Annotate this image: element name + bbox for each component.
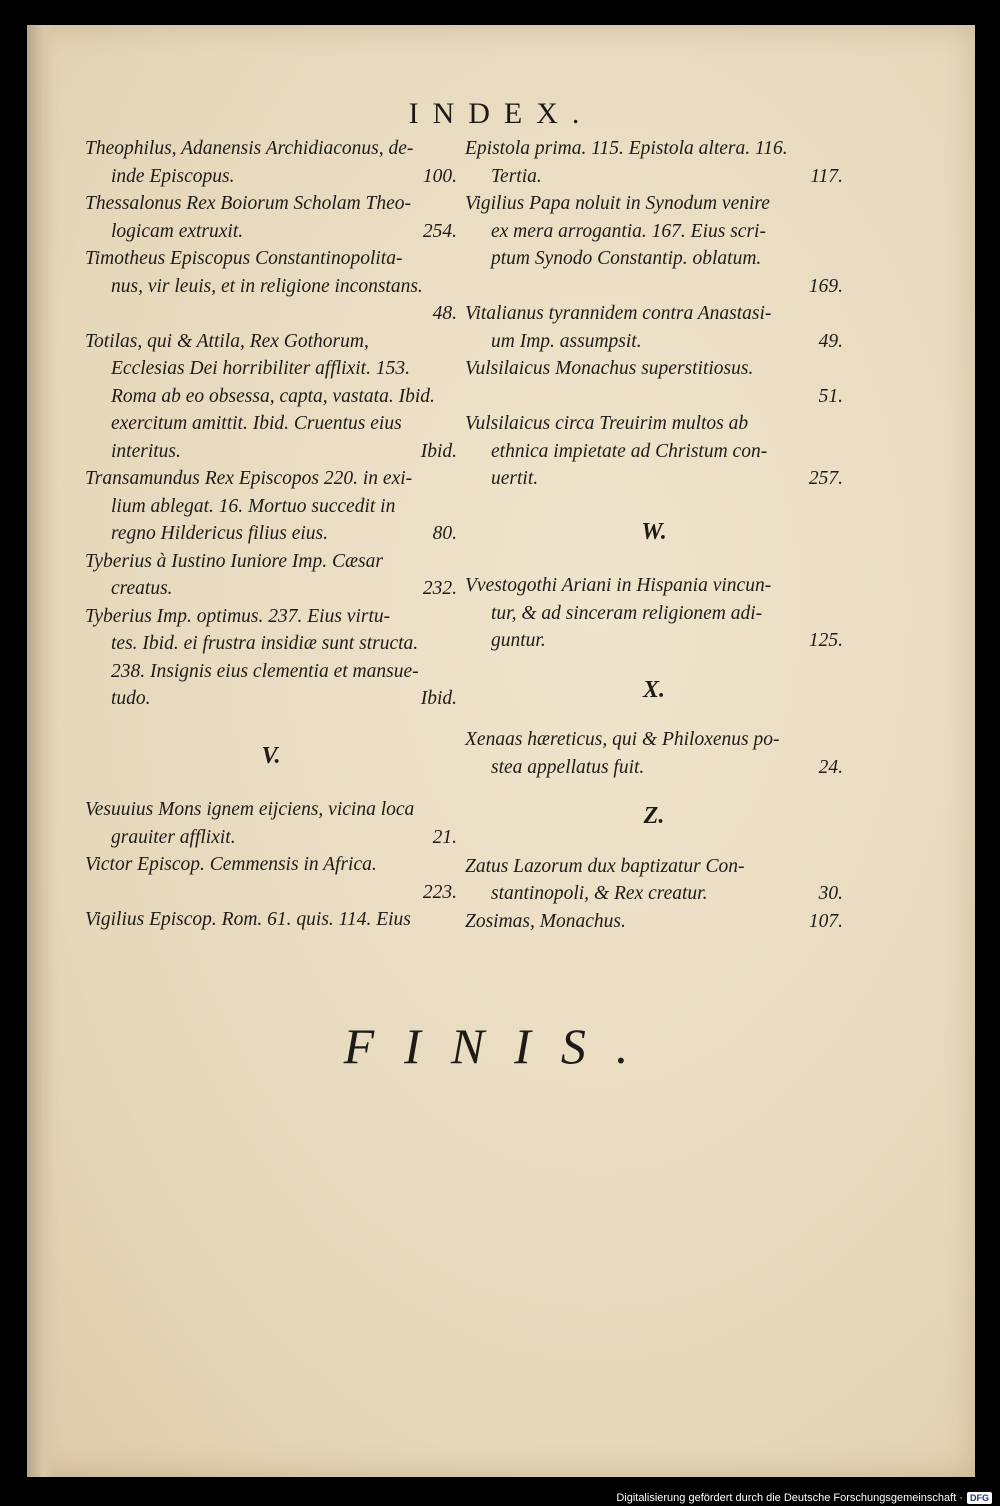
index-entry xyxy=(85,190,457,245)
book-page xyxy=(27,25,975,1477)
index-entry xyxy=(465,355,843,410)
entry-line: exercitum amittit. Ibid. Cruentus eius xyxy=(111,413,402,434)
entry-line: Vesuuius Mons ignem eijciens, vicina loca xyxy=(85,799,415,820)
entry-page-ref: 48. xyxy=(432,303,457,324)
entry-page-ref: 49. xyxy=(818,330,843,352)
entry-page-ref: 257. xyxy=(808,468,843,489)
entry-line: stea appellatus fuit. 24. xyxy=(465,754,843,782)
index-entry xyxy=(465,572,843,655)
index-entry xyxy=(85,245,457,328)
entry-line: Vigilius Episcop. Rom. 61. quis. 114. Eius xyxy=(85,909,411,930)
index-entry xyxy=(85,135,457,190)
entry-line: inde Episcopus. 100. xyxy=(85,163,457,191)
index-entry xyxy=(465,190,843,300)
index-entry xyxy=(465,410,843,493)
section-heading-x: X. xyxy=(642,676,665,703)
entry-line: Timotheus Episcopus Constantinopolita- xyxy=(85,248,403,269)
entry-line: Transamundus Rex Episcopos 220. in exi- xyxy=(85,468,413,489)
dfg-logo: DFG xyxy=(967,1492,992,1504)
entry-line: Vitalianus tyrannidem contra Anastasi- xyxy=(465,303,772,324)
page-gutter xyxy=(27,25,55,1477)
entry-line: guntur. 125. xyxy=(465,627,843,655)
entry-line: logicam extruxit. 254. xyxy=(85,218,457,246)
entry-line: Vulsilaicus Monachus superstitiosus. xyxy=(465,358,754,379)
entry-line: Vulsilaicus circa Treuirim multos ab xyxy=(465,413,749,434)
left-entries-v xyxy=(85,796,457,934)
entry-page-ref: 80. xyxy=(432,523,457,544)
index-entry xyxy=(85,906,457,934)
entry-line: Zatus Lazorum dux baptizatur Con- xyxy=(465,855,745,877)
right-entries-w xyxy=(465,572,843,655)
index-entry xyxy=(465,135,843,190)
entry-line: nus, vir leuis, et in religione inconstans. xyxy=(111,275,423,297)
entry-line: tes. Ibid. ei frustra insidiæ sunt structa. xyxy=(111,633,419,654)
section-heading-z: Z. xyxy=(643,803,665,829)
entry-line: Vigilius Papa noluit in Synodum venire xyxy=(465,193,770,214)
entry-line: Xenaas hæreticus, qui & Philoxenus po- xyxy=(465,729,780,750)
entry-line: regno Hildericus filius eius. 80. xyxy=(85,520,457,548)
right-column xyxy=(465,135,843,935)
entry-line: Tertia. 117. xyxy=(465,163,843,191)
entry-line: lium ablegat. 16. Mortuo succedit in xyxy=(111,495,396,517)
entry-line: 238. Insignis eius clementia et mansue- xyxy=(111,660,419,682)
entry-line: um Imp. assumpsit. 49. xyxy=(465,328,843,356)
entry-line: ethnica impietate ad Christum con- xyxy=(491,440,768,462)
index-entry xyxy=(85,548,457,603)
entry-page-ref: 223. xyxy=(422,881,457,903)
index-entry xyxy=(85,465,457,548)
right-entries-x xyxy=(465,726,843,781)
page-header: INDEX. xyxy=(408,97,594,130)
entry-line: uertit. 257. xyxy=(465,465,843,493)
entry-page-ref: 117. xyxy=(810,165,843,187)
entry-page-ref: 125. xyxy=(808,630,843,651)
entry-page-ref: 24. xyxy=(818,756,843,778)
finis-text: FINIS. xyxy=(343,1018,659,1074)
entry-line: creatus. 232. xyxy=(85,575,457,603)
right-entries-z xyxy=(465,853,843,936)
entry-page-ref: 107. xyxy=(808,910,843,932)
entry-line: Ecclesias Dei horribiliter afflixit. 153. xyxy=(111,358,410,379)
index-entry xyxy=(85,851,457,906)
section-heading-w: W. xyxy=(641,518,667,545)
entry-page-ref: Ibid. xyxy=(420,440,457,462)
index-entry xyxy=(465,726,843,781)
footer-text: Digitalisierung gefördert durch die Deutsche Forschungsgemeinschaft · xyxy=(616,1492,963,1504)
entry-line: grauiter afflixit. 21. xyxy=(85,824,457,852)
entry-line: Victor Episcop. Cemmensis in Africa. xyxy=(85,854,377,875)
entry-line: tudo. Ibid. xyxy=(85,685,457,713)
entry-page-ref: 21. xyxy=(432,826,457,848)
entry-line: ex mera arrogantia. 167. Eius scri- xyxy=(491,220,766,242)
entry-page-ref: 232. xyxy=(422,578,457,599)
entry-page-ref: 100. xyxy=(422,165,457,187)
entry-page-ref: Ibid. xyxy=(420,688,457,709)
entry-line: Tyberius Imp. optimus. 237. Eius virtu- xyxy=(85,605,391,627)
section-heading-v: V. xyxy=(261,742,281,769)
entry-line: Vvestogothi Ariani in Hispania vincun- xyxy=(465,575,772,596)
entry-line: Tyberius à Iustino Iuniore Imp. Cæsar xyxy=(85,550,383,572)
index-entry xyxy=(85,796,457,851)
entry-line: Totilas, qui & Attila, Rex Gothorum, xyxy=(85,330,369,352)
entry-line: stantinopoli, & Rex creatur. 30. xyxy=(465,880,843,908)
entry-line: ptum Synodo Constantip. oblatum. xyxy=(491,248,762,269)
entry-line: Roma ab eo obsessa, capta, vastata. Ibid. xyxy=(111,385,435,407)
entry-line: Theophilus, Adanensis Archidiaconus, de- xyxy=(85,138,414,159)
entry-page-ref: 169. xyxy=(808,275,843,297)
entry-page-ref: 30. xyxy=(818,883,843,904)
entry-line: interitus. Ibid. xyxy=(85,438,457,466)
digitization-footer xyxy=(616,1492,992,1504)
right-entries xyxy=(465,135,843,493)
index-entry xyxy=(85,328,457,466)
index-entry xyxy=(465,300,843,355)
index-entry xyxy=(465,853,843,908)
index-entry xyxy=(465,908,843,936)
entry-line: Zosimas, Monachus. 107. xyxy=(465,908,843,936)
entry-line: Epistola prima. 115. Epistola altera. 116. xyxy=(465,138,788,159)
entry-line: tur, & ad sinceram religionem adi- xyxy=(491,602,763,624)
left-entries xyxy=(85,135,457,713)
entry-page-ref: 51. xyxy=(818,385,843,407)
left-column xyxy=(85,135,457,934)
index-entry xyxy=(85,603,457,713)
entry-page-ref: 254. xyxy=(422,220,457,242)
entry-line: Thessalonus Rex Boiorum Scholam Theo- xyxy=(85,193,412,214)
